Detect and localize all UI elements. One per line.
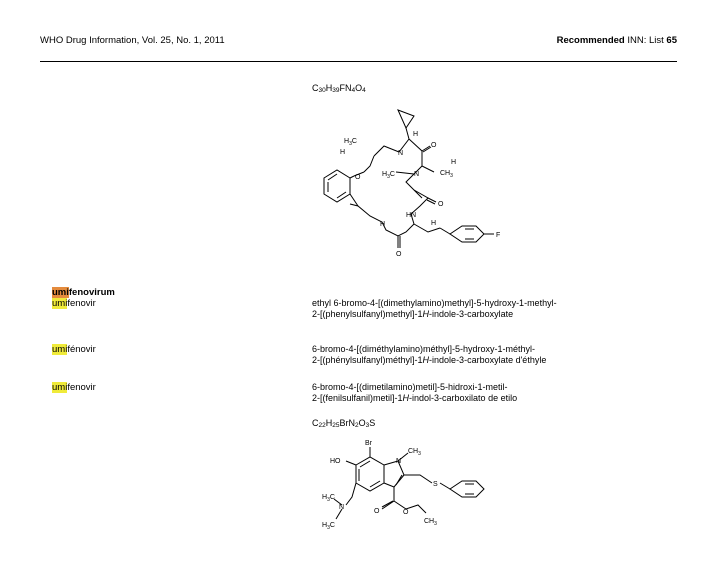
- label-ch3-ethyl: $CH_3$: [424, 518, 437, 527]
- inn-name-spanish: umifenovir: [52, 382, 96, 393]
- label-o-carbonyl: O: [374, 508, 380, 515]
- header-rule: [40, 61, 677, 62]
- inn-name-english: umifenovir: [52, 298, 96, 309]
- label-h-4: H: [431, 220, 437, 227]
- page-header-right: [557, 35, 677, 46]
- label-h-2: H: [413, 131, 419, 138]
- chem-name-french: 6-bromo-4-[(diméthylamino)méthyl]-5-hydroxy-1-méthyl- 2-[(phénylsulfanyl)méthyl]-1H-indole-3-carboxylate d'éthyle: [312, 344, 547, 365]
- label-h3c-1: $H_3C$: [344, 138, 357, 147]
- chemical-structure-umifenovir: [312, 437, 512, 567]
- label-h3c-a: $H_3C$: [322, 494, 335, 503]
- label-h-3: H: [451, 159, 457, 166]
- label-br: Br: [365, 440, 372, 447]
- molecular-formula-1: $C_{30}H_{39}FN_4O_4$: [312, 83, 366, 94]
- label-o-ester: O: [403, 509, 409, 516]
- molecular-formula-2: $C_{22}H_{25}BrN_2O_3S$: [312, 418, 376, 429]
- label-nh: H: [380, 221, 386, 228]
- chemical-structure-macrocycle: [310, 106, 550, 261]
- header-list-number: 65: [666, 35, 677, 46]
- inn-title-highlight: umi: [52, 287, 69, 298]
- chem-name-spanish: 6-bromo-4-[(dimetilamino)metil]-5-hidroxi-1-metil- 2-[(fenilsulfanil)metil]-1H-indol-3-carboxilato de etilo: [312, 382, 518, 403]
- label-n-indole: N: [396, 458, 402, 465]
- header-inn-list: INN: List: [624, 35, 667, 46]
- label-hn: HN: [406, 212, 417, 219]
- inn-name-french: umifénovir: [52, 344, 96, 355]
- label-n-2: N: [414, 171, 420, 178]
- label-h3c-b: $H_3C$: [322, 522, 335, 531]
- label-o-ring: O: [355, 174, 361, 181]
- label-o-3: O: [396, 251, 402, 258]
- label-ch3-n: $CH_3$: [408, 448, 421, 457]
- label-n-amine: N: [339, 504, 345, 511]
- label-h3c-2: $H_3C$: [382, 171, 395, 180]
- inn-title: umifenovirum: [52, 287, 115, 298]
- label-s: S: [433, 481, 438, 488]
- label-f: F: [496, 232, 501, 239]
- label-ho: HO: [330, 458, 341, 465]
- header-recommended: Recommended: [556, 35, 625, 46]
- chem-name-english: ethyl 6-bromo-4-[(dimethylamino)methyl]-5-hydroxy-1-methyl- 2-[(phenylsulfanyl)methyl]-1H-indole-3-carboxylate: [312, 298, 557, 319]
- label-n-1: N: [398, 150, 404, 157]
- label-o-1: O: [431, 142, 437, 149]
- label-ch3: $CH_3$: [440, 170, 453, 179]
- label-o-2: O: [438, 201, 444, 208]
- label-h-1: H: [340, 149, 346, 156]
- page-header-left: WHO Drug Information, Vol. 25, No. 1, 2011: [40, 35, 225, 46]
